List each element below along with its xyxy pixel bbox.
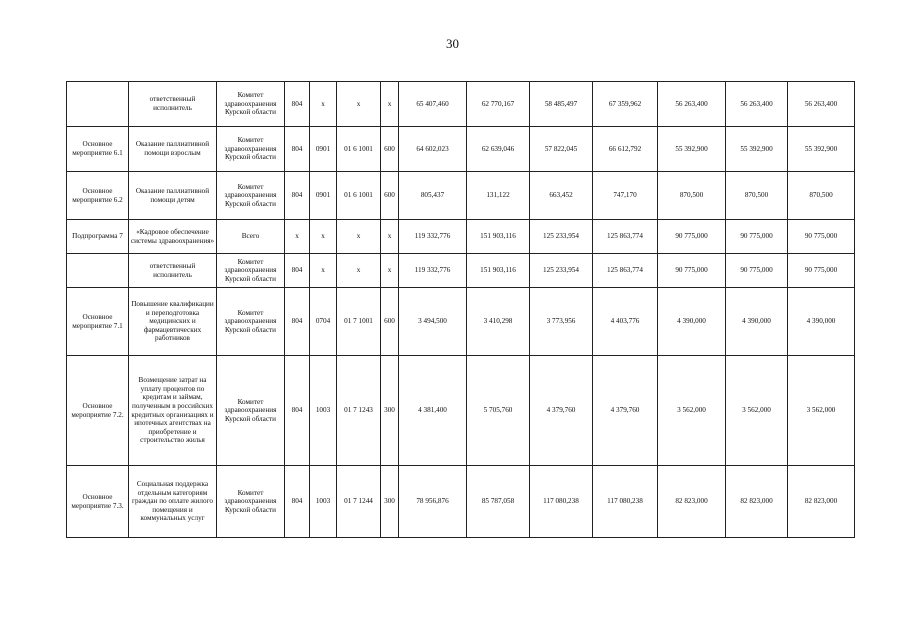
cell-value-6: 4 390,000 xyxy=(726,288,788,356)
cell-value-3: 125 233,954 xyxy=(530,220,593,254)
cell-grbs: 804 xyxy=(285,288,310,356)
cell-value-1: 65 407,460 xyxy=(399,82,467,127)
cell-value-1: 78 956,876 xyxy=(399,466,467,538)
cell-vr: 600 xyxy=(381,172,399,220)
cell-value-7: 90 775,000 xyxy=(788,220,855,254)
cell-value-6: 90 775,000 xyxy=(726,220,788,254)
cell-name xyxy=(67,82,129,127)
cell-grbs: x xyxy=(285,220,310,254)
cell-value-6: 90 775,000 xyxy=(726,254,788,288)
cell-vr: x xyxy=(381,254,399,288)
cell-csr: 01 6 1001 xyxy=(337,127,381,172)
cell-value-5: 4 390,000 xyxy=(658,288,726,356)
cell-vr: 600 xyxy=(381,288,399,356)
cell-value-4: 4 403,776 xyxy=(593,288,658,356)
table-row xyxy=(67,254,855,288)
cell-vr: x xyxy=(381,82,399,127)
cell-rzpr: 1003 xyxy=(310,356,337,466)
cell-csr: 01 6 1001 xyxy=(337,172,381,220)
cell-name: Основное мероприятие 7.2. xyxy=(67,356,129,466)
cell-vr: x xyxy=(381,220,399,254)
cell-value-1: 119 332,776 xyxy=(399,220,467,254)
cell-name: Основное мероприятие 6.2 xyxy=(67,172,129,220)
cell-value-4: 67 359,962 xyxy=(593,82,658,127)
cell-value-3: 663,452 xyxy=(530,172,593,220)
cell-name: Основное мероприятие 7.3. xyxy=(67,466,129,538)
table-row xyxy=(67,466,855,538)
cell-rzpr: x xyxy=(310,220,337,254)
table-row xyxy=(67,356,855,466)
cell-value-3: 58 485,497 xyxy=(530,82,593,127)
cell-value-2: 85 787,058 xyxy=(467,466,530,538)
cell-value-3: 57 822,045 xyxy=(530,127,593,172)
cell-value-5: 870,500 xyxy=(658,172,726,220)
cell-executor: Комитет здравоохранения Курской области xyxy=(217,254,285,288)
cell-value-5: 82 823,000 xyxy=(658,466,726,538)
cell-value-6: 3 562,000 xyxy=(726,356,788,466)
cell-csr: x xyxy=(337,254,381,288)
cell-value-5: 55 392,900 xyxy=(658,127,726,172)
cell-value-7: 56 263,400 xyxy=(788,82,855,127)
cell-grbs: 804 xyxy=(285,254,310,288)
cell-value-5: 56 263,400 xyxy=(658,82,726,127)
cell-value-4: 125 863,774 xyxy=(593,220,658,254)
cell-value-7: 4 390,000 xyxy=(788,288,855,356)
cell-value-3: 3 773,956 xyxy=(530,288,593,356)
cell-executor: Комитет здравоохранения Курской области xyxy=(217,288,285,356)
cell-value-5: 3 562,000 xyxy=(658,356,726,466)
cell-value-2: 3 410,298 xyxy=(467,288,530,356)
cell-title: ответственный исполнитель xyxy=(129,254,217,288)
cell-rzpr: x xyxy=(310,82,337,127)
cell-value-6: 56 263,400 xyxy=(726,82,788,127)
cell-title: «Кадровое обеспечение системы здравоохранения» xyxy=(129,220,217,254)
cell-grbs: 804 xyxy=(285,82,310,127)
cell-value-4: 747,170 xyxy=(593,172,658,220)
cell-title: Возмещение затрат на уплату процентов по кредитам и займам, полученным в российских кредитных организациях и ипотечных агентствах на приобретение и строительство жилья xyxy=(129,356,217,466)
cell-vr: 300 xyxy=(381,466,399,538)
cell-value-1: 119 332,776 xyxy=(399,254,467,288)
cell-executor: Комитет здравоохранения Курской области xyxy=(217,82,285,127)
cell-title: Повышение квалификации и переподготовка медицинских и фармацевтических работников xyxy=(129,288,217,356)
cell-name: Основное мероприятие 6.1 xyxy=(67,127,129,172)
cell-value-3: 4 379,760 xyxy=(530,356,593,466)
cell-name: Подпрограмма 7 xyxy=(67,220,129,254)
table-row xyxy=(67,220,855,254)
cell-csr: x xyxy=(337,82,381,127)
cell-title: ответственный исполнитель xyxy=(129,82,217,127)
cell-value-2: 151 903,116 xyxy=(467,254,530,288)
cell-value-6: 55 392,900 xyxy=(726,127,788,172)
budget-table xyxy=(66,81,855,538)
cell-rzpr: 0901 xyxy=(310,127,337,172)
cell-value-1: 3 494,500 xyxy=(399,288,467,356)
cell-value-3: 125 233,954 xyxy=(530,254,593,288)
cell-csr: 01 7 1001 xyxy=(337,288,381,356)
cell-grbs: 804 xyxy=(285,466,310,538)
cell-value-7: 870,500 xyxy=(788,172,855,220)
table-row xyxy=(67,172,855,220)
cell-grbs: 804 xyxy=(285,172,310,220)
cell-name xyxy=(67,254,129,288)
cell-value-1: 4 381,400 xyxy=(399,356,467,466)
cell-grbs: 804 xyxy=(285,127,310,172)
cell-value-2: 5 705,760 xyxy=(467,356,530,466)
table-row xyxy=(67,82,855,127)
cell-value-7: 55 392,900 xyxy=(788,127,855,172)
table-row xyxy=(67,288,855,356)
cell-value-6: 870,500 xyxy=(726,172,788,220)
cell-value-2: 62 639,046 xyxy=(467,127,530,172)
cell-value-4: 125 863,774 xyxy=(593,254,658,288)
cell-csr: 01 7 1243 xyxy=(337,356,381,466)
cell-value-4: 117 080,238 xyxy=(593,466,658,538)
cell-value-2: 131,122 xyxy=(467,172,530,220)
cell-value-7: 82 823,000 xyxy=(788,466,855,538)
cell-executor: Всего xyxy=(217,220,285,254)
cell-rzpr: 1003 xyxy=(310,466,337,538)
cell-csr: 01 7 1244 xyxy=(337,466,381,538)
cell-value-4: 4 379,760 xyxy=(593,356,658,466)
cell-executor: Комитет здравоохранения Курской области xyxy=(217,356,285,466)
cell-grbs: 804 xyxy=(285,356,310,466)
cell-value-2: 151 903,116 xyxy=(467,220,530,254)
cell-rzpr: x xyxy=(310,254,337,288)
cell-value-1: 64 602,023 xyxy=(399,127,467,172)
cell-title: Оказание паллиативной помощи взрослым xyxy=(129,127,217,172)
cell-value-4: 66 612,792 xyxy=(593,127,658,172)
cell-value-6: 82 823,000 xyxy=(726,466,788,538)
cell-value-7: 90 775,000 xyxy=(788,254,855,288)
cell-name: Основное мероприятие 7.1 xyxy=(67,288,129,356)
cell-value-1: 805,437 xyxy=(399,172,467,220)
cell-value-7: 3 562,000 xyxy=(788,356,855,466)
cell-executor: Комитет здравоохранения Курской области xyxy=(217,127,285,172)
cell-executor: Комитет здравоохранения Курской области xyxy=(217,466,285,538)
cell-vr: 300 xyxy=(381,356,399,466)
cell-rzpr: 0901 xyxy=(310,172,337,220)
cell-rzpr: 0704 xyxy=(310,288,337,356)
cell-title: Социальная поддержка отдельным категориям граждан по оплате жилого помещения и коммунальных услуг xyxy=(129,466,217,538)
cell-value-3: 117 080,238 xyxy=(530,466,593,538)
table-row xyxy=(67,127,855,172)
cell-title: Оказание паллиативной помощи детям xyxy=(129,172,217,220)
cell-csr: x xyxy=(337,220,381,254)
cell-vr: 600 xyxy=(381,127,399,172)
page-number: 30 xyxy=(446,36,459,51)
cell-value-5: 90 775,000 xyxy=(658,220,726,254)
cell-value-5: 90 775,000 xyxy=(658,254,726,288)
cell-executor: Комитет здравоохранения Курской области xyxy=(217,172,285,220)
cell-value-2: 62 770,167 xyxy=(467,82,530,127)
